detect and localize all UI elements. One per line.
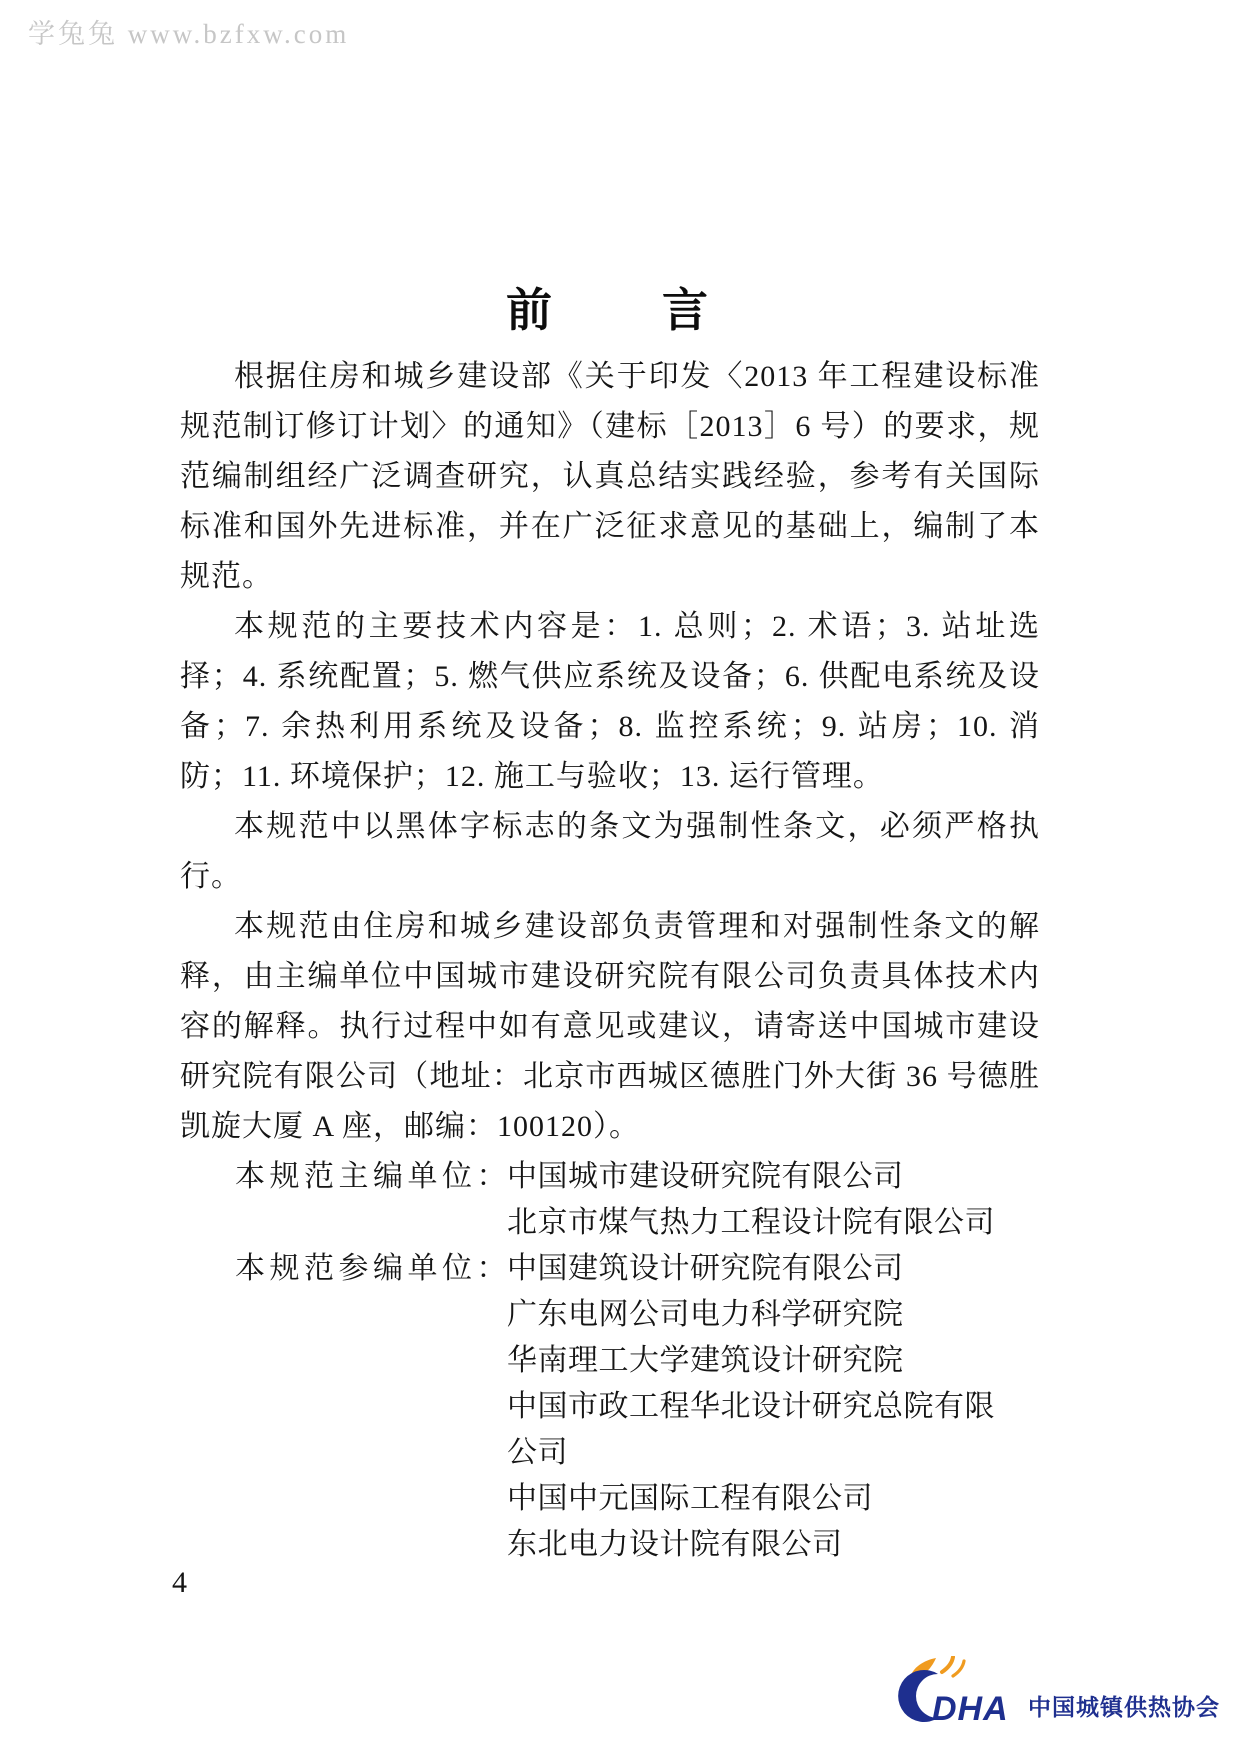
- org-name: 中国建筑设计研究院有限公司: [507, 1252, 904, 1285]
- page-title: 前 言: [506, 285, 714, 336]
- logo-name: 中国城镇供热协会: [1028, 1694, 1220, 1720]
- radiating-arc-icon: [953, 1661, 964, 1676]
- paragraph-basis: 根据住房和城乡建设部《关于印发〈2013 年工程建设标准规范制订修订计划〉的通知》（建标［2013］6 号）的要求，规范编制组经广泛调查研究，认真总结实践经验，参考有关国际标准和国外先进标准，并在广泛征求意见的基础上，编制了本规范。: [180, 360, 1040, 593]
- watermark: 学兔兔 www.bzfxw.com: [28, 19, 350, 49]
- org-name: 中国中元国际工程有限公司: [507, 1482, 873, 1515]
- cdha-logo-icon: [898, 1656, 1010, 1726]
- org-name: 东北电力设计院有限公司: [507, 1528, 843, 1561]
- cdha-logo: [898, 1656, 1220, 1726]
- radiating-arc-icon: [942, 1657, 953, 1672]
- paragraph-mandatory: 本规范中以黑体字标志的条文为强制性条文，必须严格执行。: [180, 810, 1040, 893]
- paragraph-management: 本规范由住房和城乡建设部负责管理和对强制性条文的解释，由主编单位中国城市建设研究院有限公司负责具体技术内容的解释。执行过程中如有意见或建议，请寄送中国城市建设研究院有限公司（地址：北京市西城区德胜门外大街 36 号德胜凯旋大厦 A 座，邮编：100120）。: [180, 910, 1040, 1143]
- paragraph-contents: 本规范的主要技术内容是：1. 总则；2. 术语；3. 站址选择；4. 系统配置；5. 燃气供应系统及设备；6. 供配电系统及设备；7. 余热利用系统及设备；8. 监控系统；9. 站房；10. 消防；11. 环境保护；12. 施工与验收；13. 运行管理。: [180, 610, 1040, 793]
- chief-editor-label: 本规范主编单位：: [235, 1160, 511, 1193]
- editing-units: [235, 1154, 1040, 1568]
- chief-editor-row: [235, 1154, 1040, 1246]
- org-name: 北京市煤气热力工程设计院有限公司: [507, 1206, 995, 1239]
- participating-editor-label: 本规范参编单位：: [235, 1252, 511, 1285]
- body-text: [180, 352, 1040, 1568]
- page-number: 4: [172, 1566, 187, 1599]
- chief-editor-orgs: [507, 1154, 1007, 1246]
- logo-acronym: DHA: [932, 1690, 1009, 1726]
- participating-editor-orgs: [507, 1246, 1007, 1568]
- org-name: 广东电网公司电力科学研究院: [507, 1298, 904, 1331]
- org-name: 中国市政工程华北设计研究总院有限公司: [507, 1390, 995, 1469]
- participating-editor-row: [235, 1246, 1040, 1568]
- org-name: 中国城市建设研究院有限公司: [507, 1160, 904, 1193]
- org-name: 华南理工大学建筑设计研究院: [507, 1344, 904, 1377]
